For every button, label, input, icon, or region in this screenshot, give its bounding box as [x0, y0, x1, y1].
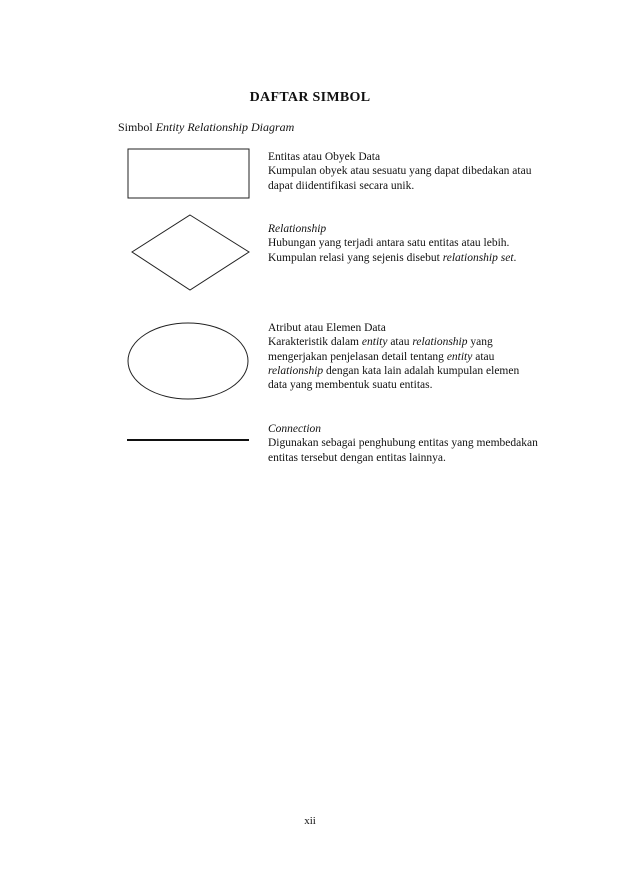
subtitle-italic: Entity Relationship Diagram — [155, 120, 295, 134]
symbol-relationship-description — [268, 222, 538, 265]
symbol-entity-description — [268, 150, 538, 193]
description-text: dengan kata lain adalah kumpulan elemen data yang membentuk suatu entitas. — [268, 364, 520, 392]
description-italic-text: relationship set — [442, 251, 514, 264]
description-text: . — [513, 251, 517, 264]
description-italic-text: relationship — [412, 336, 468, 349]
rectangle-icon — [127, 148, 251, 200]
page-title: DAFTAR SIMBOL — [249, 90, 371, 105]
diamond-icon — [131, 214, 251, 292]
description-text: Karakteristik dalam — [268, 336, 362, 349]
section-subtitle — [118, 120, 294, 135]
symbol-connection-description — [268, 422, 538, 465]
symbol-term: Connection — [268, 423, 322, 435]
description-text: Hubungan yang terjadi antara satu entitas atau lebih. Kumpulan relasi yang sejenis disebut — [268, 237, 510, 264]
ellipse-icon — [127, 321, 251, 401]
description-text: atau — [472, 350, 495, 363]
symbol-attribute-description — [268, 321, 538, 392]
description-italic-text: entity — [446, 350, 473, 363]
description-text: atau — [387, 336, 413, 349]
description-italic-text: relationship — [268, 364, 324, 377]
line-icon — [127, 437, 251, 443]
symbol-description: Digunakan sebagai penghubung entitas yang membedakan entitas tersebut dengan entitas lainnya. — [268, 437, 538, 464]
symbol-term: Relationship — [268, 223, 327, 235]
subtitle-prefix: Simbol — [118, 120, 156, 134]
description-italic-text: entity — [361, 336, 388, 349]
symbol-term: Entitas atau Obyek Data — [268, 151, 381, 163]
page-number: xii — [304, 815, 316, 827]
symbol-description: Kumpulan obyek atau sesuatu yang dapat dibedakan atau dapat diidentifikasi secara unik. — [268, 165, 532, 192]
description-text: yang mengerjakan penjelasan detail tentang — [268, 336, 493, 363]
symbol-term: Atribut atau Elemen Data — [268, 322, 386, 334]
